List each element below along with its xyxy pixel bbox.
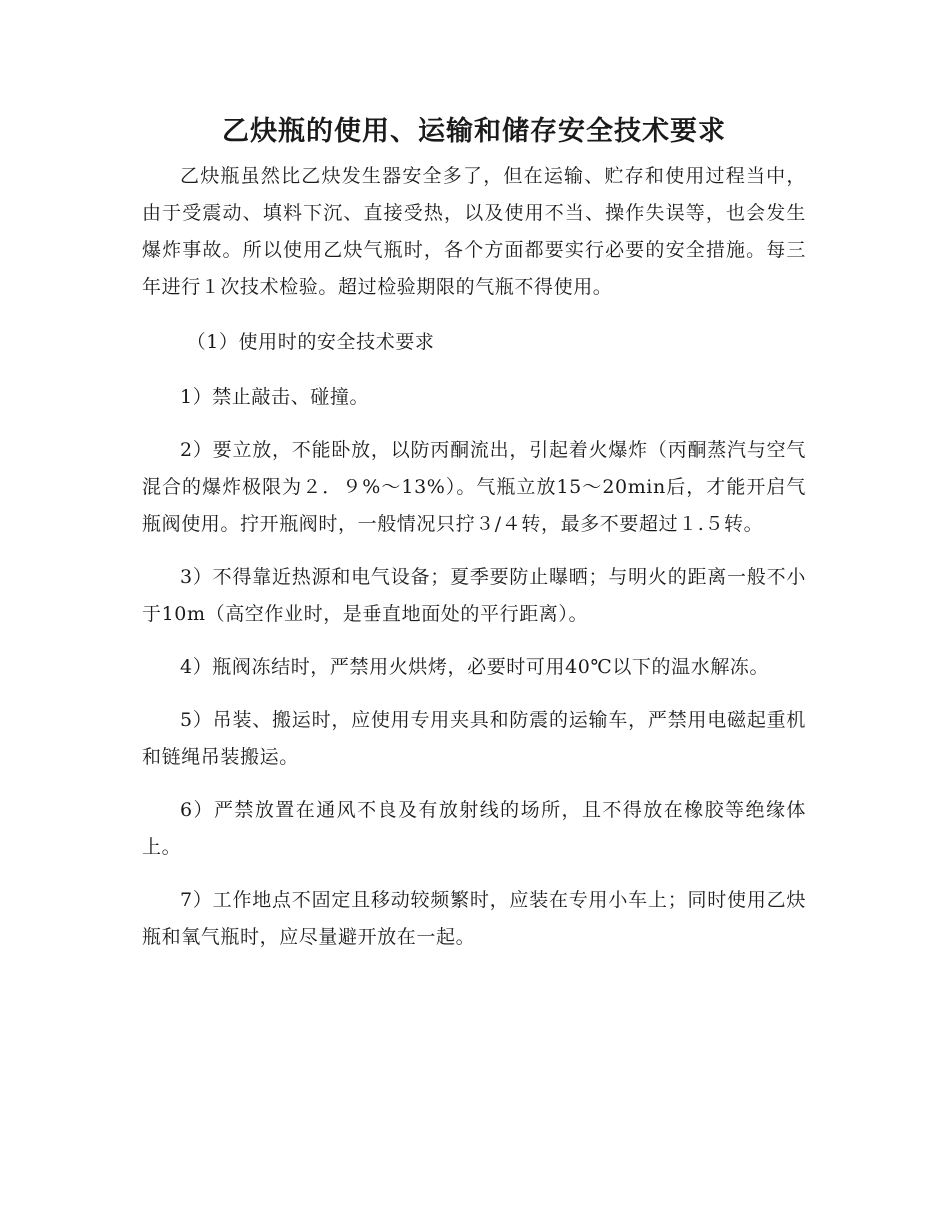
- document-title: 乙炔瓶的使用、运输和储存安全技术要求: [222, 116, 726, 147]
- requirement-item-1: 1）禁止敲击、碰撞。: [180, 386, 370, 408]
- intro-paragraph: 乙炔瓶虽然比乙炔发生器安全多了，但在运输、贮存和使用过程当中，由于受震动、填料下沉、直接受热，以及使用不当、操作失误等，也会发生爆炸事故。所以使用乙炔气瓶时，各个方面都要实行必要的安全措施。每三年进行１次技术检验。超过检验期限的气瓶不得使用。: [142, 165, 806, 298]
- requirement-item-5: 5）吊装、搬运时，应使用专用夹具和防震的运输车，严禁用电磁起重机和链绳吊装搬运。: [142, 709, 806, 768]
- section-heading: （1）使用时的安全技术要求: [186, 331, 435, 353]
- requirement-item-7: 7）工作地点不固定且移动较频繁时，应装在专用小车上；同时使用乙炔瓶和氧气瓶时，应尽量避开放在一起。: [142, 889, 806, 948]
- requirement-item-6: 6）严禁放置在通风不良及有放射线的场所，且不得放在橡胶等绝缘体上。: [142, 799, 806, 858]
- requirement-item-4: 4）瓶阀冻结时，严禁用火烘烤，必要时可用40℃以下的温水解冻。: [180, 656, 770, 678]
- requirement-item-3: 3）不得靠近热源和电气设备；夏季要防止曝晒；与明火的距离一般不小于10m（高空作业时，是垂直地面处的平行距离）。: [142, 566, 806, 625]
- document-page: [142, 112, 806, 972]
- requirement-item-2: 2）要立放，不能卧放，以防丙酮流出，引起着火爆炸（丙酮蒸汽与空气混合的爆炸极限为２．９%～13%）。气瓶立放15～20min后，才能开启气瓶阀使用。拧开瓶阀时，一般情况只拧３/４转，最多不要超过１.５转。: [142, 439, 806, 535]
